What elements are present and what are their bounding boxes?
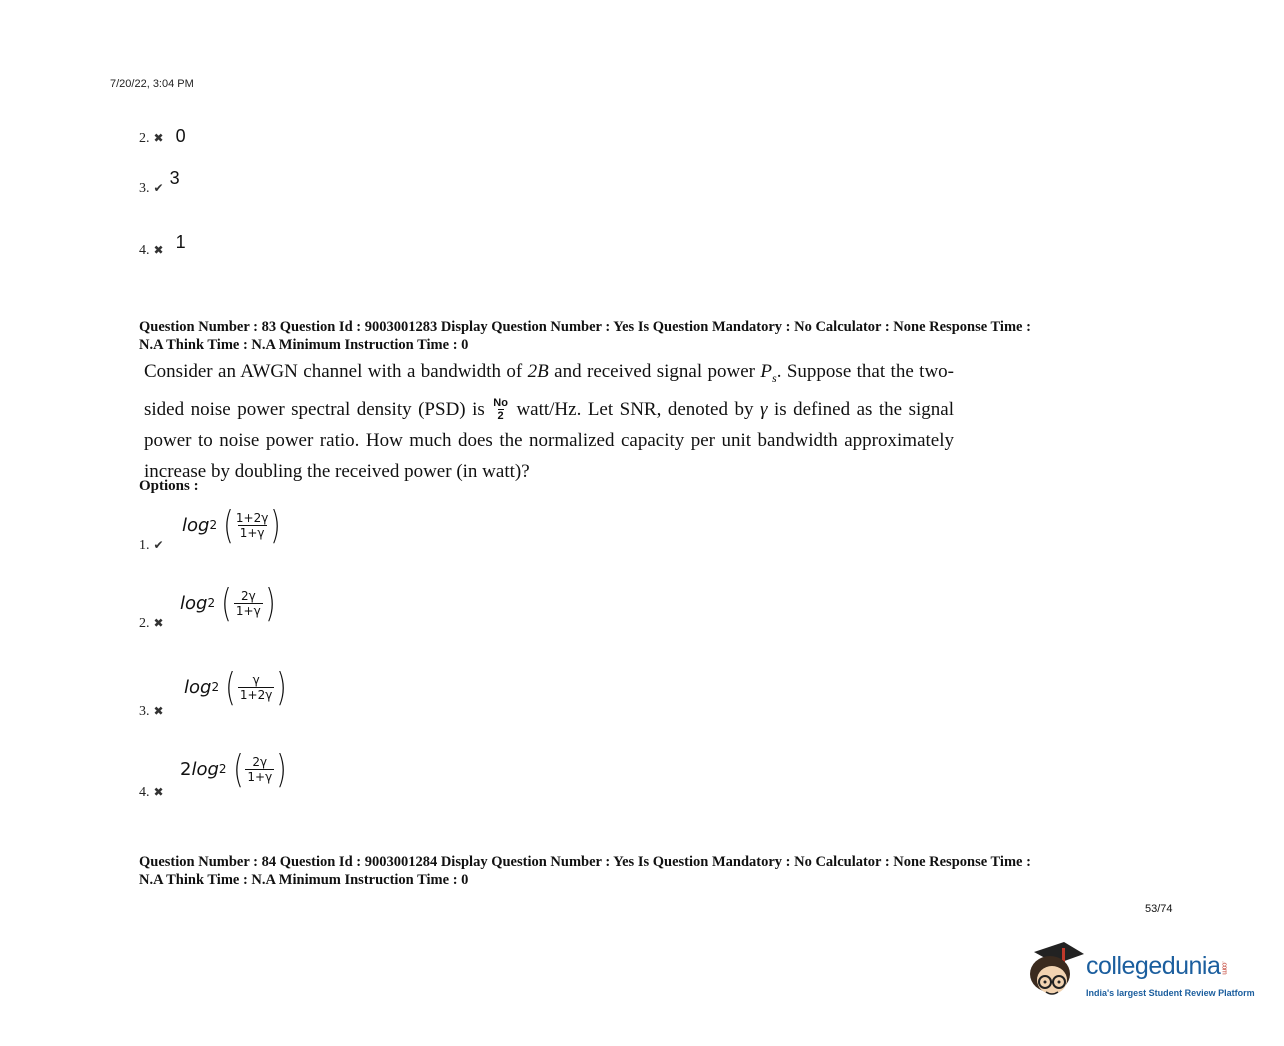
cross-icon: ✖ — [153, 616, 164, 630]
bandwidth-symbol: 2B — [527, 361, 549, 382]
q83-meta-line2: N.A Think Time : N.A Minimum Instruction Time : 0 — [139, 337, 469, 353]
option-2-marker: 2. ✖ — [139, 616, 164, 631]
option-number: 3. — [139, 181, 150, 196]
options-label: Options : — [139, 478, 199, 494]
print-timestamp: 7/20/22, 3:04 PM — [110, 78, 194, 90]
check-icon: ✔ — [153, 538, 164, 552]
page-number: 53/74 — [1145, 903, 1173, 915]
option-3-marker: 3. ✖ — [139, 704, 164, 719]
option-1-marker: 1. ✔ — [139, 538, 164, 553]
q84-meta — [139, 853, 1179, 889]
option-4-marker: 4. ✖ — [139, 785, 164, 800]
q83-question-text: Consider an AWGN channel with a bandwidth of 2B and received signal power $P_s$. Suppose that the two-sided noise power spectral density (PSD) is $\frac{No}{2}$ watt/Hz. Let SNR, denoted by γ is defined as the signal power to noise power ratio. How much does the normalized capacity per unit bandwidth approximately increase by doubling the received power (in watt)? — [144, 361, 954, 482]
cross-icon: ✖ — [153, 704, 164, 718]
q84-meta-line1: Question Number : 84 Question Id : 9003001284 Display Question Number : Yes Is Question Mandatory : No Calculator : None Response Time : — [139, 854, 1031, 870]
option-1-formula: log 2 ( 1+2γ 1+γ ) — [182, 503, 281, 547]
brand-name: collegedunia.com — [1086, 952, 1228, 980]
q84-meta-line2: N.A Think Time : N.A Minimum Instruction Time : 0 — [139, 872, 469, 888]
prev-option-2 — [139, 126, 186, 147]
option-number: 4. — [139, 243, 150, 258]
check-icon: ✔ — [153, 181, 164, 195]
prev-option-3 — [139, 168, 180, 197]
q83-meta — [139, 318, 1179, 354]
cross-icon: ✖ — [153, 243, 164, 257]
psd-fraction: $\frac{No}{2}$ — [493, 397, 508, 423]
mascot-logo-icon — [1024, 940, 1086, 1002]
prev-option-4 — [139, 232, 186, 259]
cross-icon: ✖ — [153, 131, 164, 145]
option-2-formula: log 2 ( 2γ 1+γ ) — [180, 581, 276, 625]
signal-power-symbol: $P_s$ — [760, 361, 777, 385]
option-3-formula: log 2 ( γ 1+2γ ) — [184, 665, 287, 709]
q83-meta-line1: Question Number : 83 Question Id : 9003001283 Display Question Number : Yes Is Question Mandatory : No Calculator : None Response Time : — [139, 319, 1031, 335]
cross-icon: ✖ — [153, 785, 164, 799]
option-value: 3 — [169, 168, 180, 188]
option-number: 2. — [139, 131, 150, 146]
brand-tagline: India's largest Student Review Platform — [1086, 988, 1255, 998]
option-value: 0 — [175, 126, 186, 146]
option-4-formula: 2 log 2 ( 2γ 1+γ ) — [180, 747, 287, 791]
snr-symbol: γ — [759, 398, 768, 420]
option-value: 1 — [175, 232, 186, 252]
